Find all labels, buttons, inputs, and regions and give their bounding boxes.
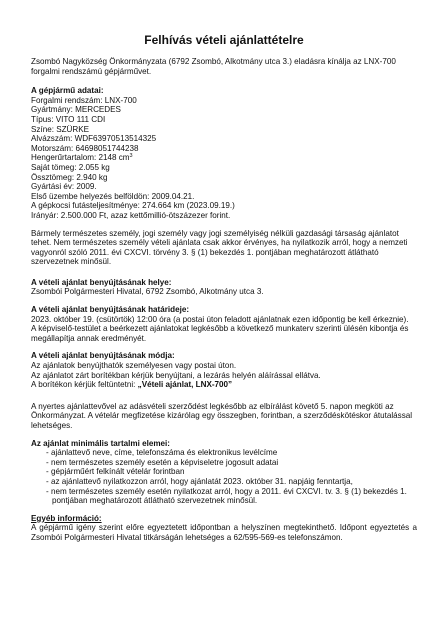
envelope-prefix: A borítékon kérjük feltüntetni: — [31, 380, 138, 390]
other-section — [31, 514, 417, 543]
vehicle-line: Színe: SZÜRKE — [31, 124, 90, 134]
list-item: - ajánlattevő neve, címe, telefonszáma és elektronikus levélcíme — [46, 448, 278, 458]
vehicle-line: Gyártmány: MERCEDES — [31, 105, 121, 115]
deadline-text: 2023. október 19. (csütörtök) 12:00 óra (a postai úton feladott ajánlatnak ezen időpontig be kell érkeznie). — [31, 314, 409, 324]
list-item: - az ajánlattevő nyilatkozzon arról, hogy ajánlatát 2023. október 31. napjáig fenntartja, — [46, 476, 353, 486]
place-text: Zsombói Polgármesteri Hivatal, 6792 Zsombó, Alkotmány utca 3. — [31, 287, 264, 297]
vehicle-line: Motorszám: 64698051744238 — [31, 143, 139, 153]
deadline-heading: A vételi ajánlat benyújtásának határideje: — [31, 305, 190, 315]
vehicle-section — [31, 86, 417, 220]
method-line: Az ajánlatok benyújthatók személyesen vagy postai úton. — [31, 361, 237, 371]
deadline-section — [31, 305, 417, 343]
minimum-heading: Az ajánlat minimális tartalmi elemei: — [31, 438, 170, 448]
vehicle-line: Alvázszám: WDF63970513514325 — [31, 134, 157, 144]
engine-capacity-label: Hengerűrtartalom: 2148 cm — [31, 153, 130, 163]
envelope-line — [31, 380, 417, 390]
vehicle-details — [31, 96, 417, 221]
vehicle-line: Össztömeg: 2.940 kg — [31, 172, 108, 182]
engine-capacity-line — [31, 153, 417, 163]
vehicle-line: Gyártási év: 2009. — [31, 182, 97, 192]
list-item: - nem természetes személy esetén nyilatkozat arról, hogy a 2011. évi CXCVI. tv. 3. § (1) bekezdés 1. pontjában meghatározott átlátható szervezetnek minősül. — [46, 486, 407, 506]
evaluation-text: A képviselő-testület a beérkezett ajánlatokat legkésőbb a következő munkaterv szerinti ülésén kibontja és megállapítja annak eredményét. — [31, 324, 409, 343]
minimum-section — [31, 439, 417, 506]
vehicle-line: Saját tömeg: 2.055 kg — [31, 162, 110, 172]
engine-capacity-unit-sup: 3 — [129, 153, 133, 160]
other-text: A gépjármű igény szerint előre egyeztetett időpontban a helyszínen megtekinthető. Időpont egyeztetés a Zsombói Polgármesteri Hivatal titkárságán lehetséges a 62/595-569-es telefonszámon. — [31, 523, 417, 542]
envelope-label: „Vételi ajánlat, LNX-700” — [137, 380, 233, 390]
method-heading: A vételi ajánlat benyújtásának módja: — [31, 351, 175, 361]
contract-paragraph: A nyertes ajánlattevővel az adásvételi szerződést legkésőbb az elbírálást követő 5. napon megköti az Önkormányzat. A vételár megfizetése kizárólag egy összegben, forintban, a szerződéskötéskor átutalással lehetséges. — [31, 401, 413, 430]
other-heading: Egyéb információ: — [31, 513, 102, 523]
minimum-list — [31, 448, 417, 506]
place-heading: A vételi ajánlat benyújtásának helye: — [31, 277, 172, 287]
vehicle-line: Típus: VITO 111 CDI — [31, 114, 106, 124]
vehicle-line: Első üzembe helyezés belföldön: 2009.04.21. — [31, 191, 195, 201]
vehicle-line: Irányár: 2.500.000 Ft, azaz kettőmillió-ötszázezer forint. — [31, 210, 231, 220]
intro-paragraph: Zsombó Nagyközség Önkormányzata (6792 Zsombó, Alkotmány utca 3.) eladásra kínálja az LNX-700 forgalmi rendszámú gépjárművet. — [31, 57, 396, 76]
document-title: Felhívás vételi ajánlattételre — [144, 33, 304, 47]
vehicle-line: Forgalmi rendszám: LNX-700 — [31, 95, 137, 105]
eligibility-paragraph: Bármely természetes személy, jogi személy vagy jogi személyiség nélküli gazdasági társaság ajánlatot tehet. Nem természetes személy vételi ajánlata csak akkor érvényes, ha nyilatkozik arról, hogy a nemzeti vagyonról szóló 2011. évi CXCVI. törvény 3. § (1) bekezdés 1. pontjában meghatározott átlátható szervezetnek minősül. — [31, 228, 408, 267]
place-section — [31, 278, 417, 297]
vehicle-heading: A gépjármű adatai: — [31, 86, 104, 96]
method-section — [31, 351, 417, 389]
list-item: - gépjárműért felkínált vételár forintban — [46, 467, 185, 477]
list-item: - nem természetes személy esetén a képviseletre jogosult adatai — [46, 457, 279, 467]
vehicle-line: A gépkocsi futásteljesítménye: 274.664 km (2023.09.19.) — [31, 201, 235, 211]
method-line: Az ajánlatot zárt borítékban kérjük benyújtani, a lezárás helyén aláírással ellátva. — [31, 370, 321, 380]
